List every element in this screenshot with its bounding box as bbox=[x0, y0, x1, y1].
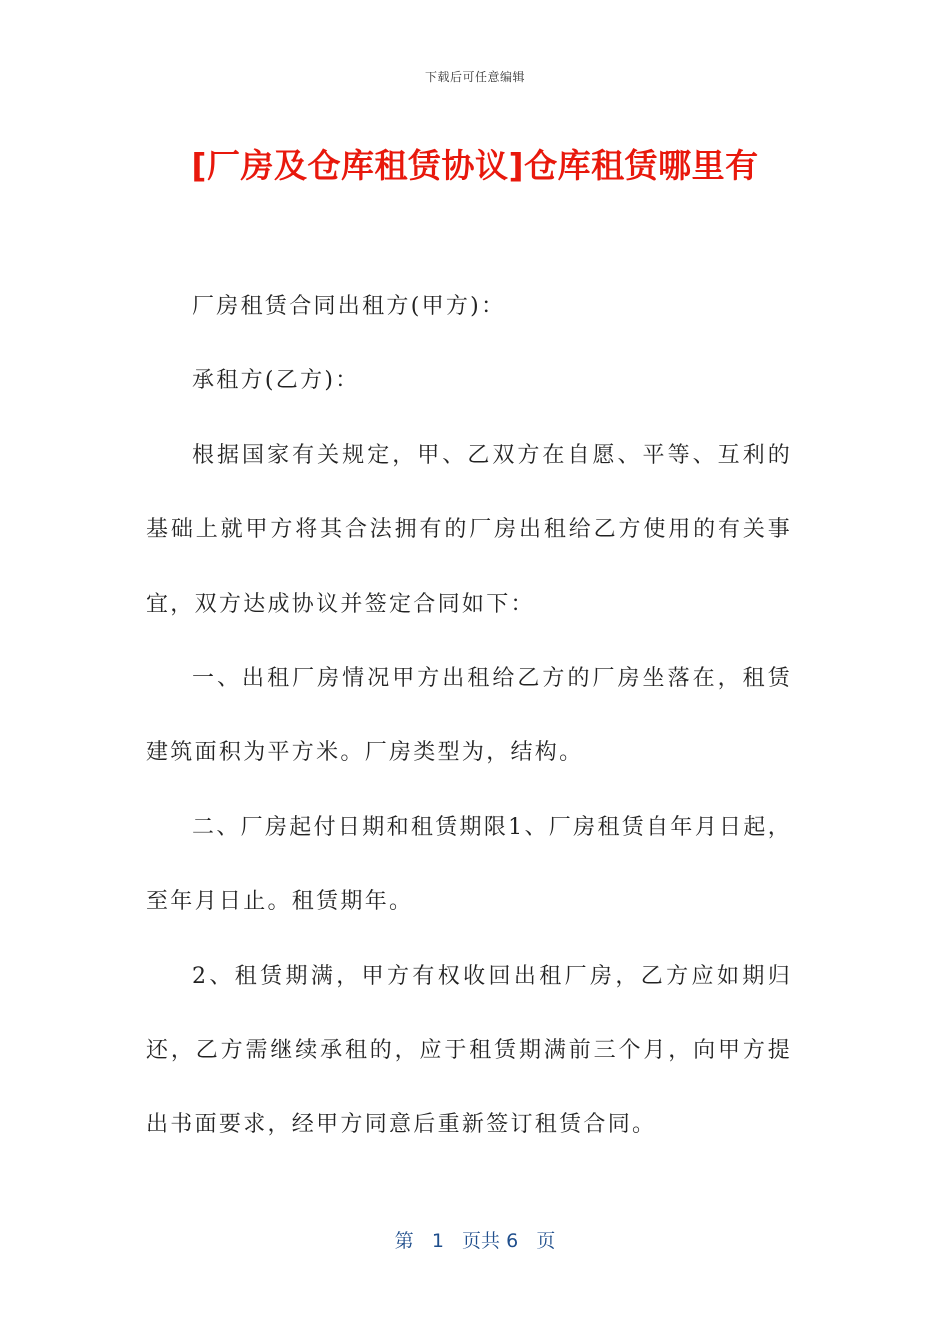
document-body bbox=[146, 270, 792, 1163]
page-suffix: 页 bbox=[536, 1230, 556, 1252]
document-title: [厂房及仓库租赁协议]仓库租赁哪里有 bbox=[191, 146, 759, 185]
paragraph-clause-1: 一、出租厂房情况甲方出租给乙方的厂房坐落在，租赁建筑面积为平方米。厂房类型为，结构。 bbox=[146, 666, 792, 766]
page-footer bbox=[0, 1226, 950, 1253]
current-page-number: 1 bbox=[431, 1230, 444, 1252]
header-note: 下载后可任意编辑 bbox=[424, 70, 525, 84]
page-prefix: 第 bbox=[394, 1230, 414, 1252]
paragraph-clause-2-item-2: 2、租赁期满，甲方有权收回出租厂房，乙方应如期归还，乙方需继续承租的，应于租赁期满前三个月，向甲方提出书面要求，经甲方同意后重新签订租赁合同。 bbox=[146, 963, 792, 1138]
paragraph-lessee: 承租方(乙方)： bbox=[192, 368, 360, 394]
paragraph-lessor: 厂房租赁合同出租方(甲方)： bbox=[192, 294, 506, 319]
total-pages-number: 6 bbox=[506, 1230, 519, 1252]
paragraph-preamble: 根据国家有关规定，甲、乙双方在自愿、平等、互利的基础上就甲方将其合法拥有的厂房出租给乙方使用的有关事宜，双方达成协议并签定合同如下： bbox=[146, 442, 792, 617]
page-mid: 页共 bbox=[462, 1230, 501, 1252]
paragraph-clause-2: 二、厂房起付日期和租赁期限1、厂房租赁自年月日起，至年月日止。租赁期年。 bbox=[146, 814, 792, 915]
